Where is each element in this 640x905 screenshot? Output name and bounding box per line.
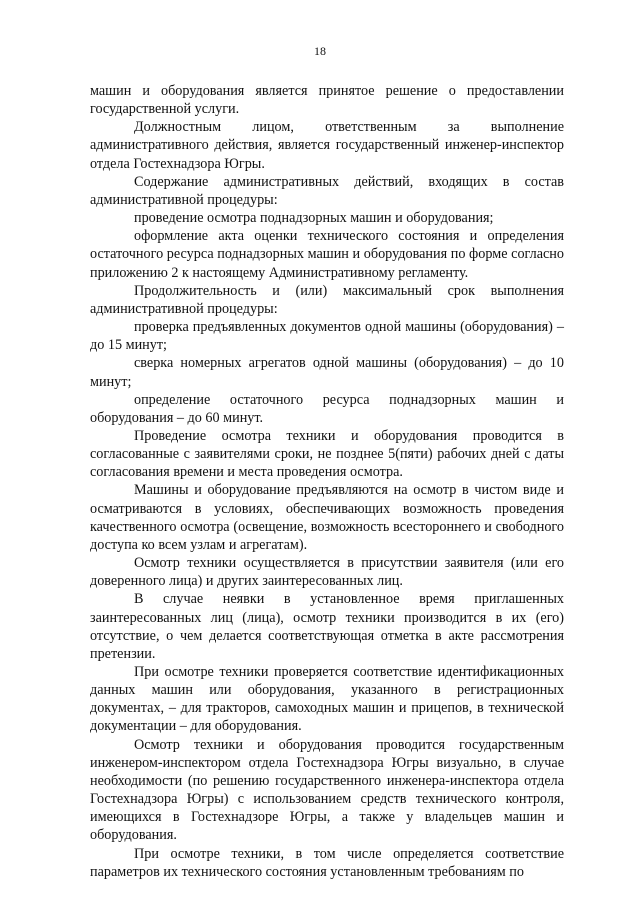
paragraph: Проведение осмотра техники и оборудования проводится в согласованные с заявителями сроки, не позднее 5(пяти) рабочих дней с даты согласования времени и места проведения осмотра. (90, 427, 564, 481)
paragraph: В случае неявки в установленное время приглашенных заинтересованных лиц (лица), осмотр техники производится в их (его) отсутствие, о чем делается соответствующая отметка в акте рассмотрения претензии. (90, 591, 564, 662)
paragraph: Должностным лицом, ответственным за выполнение административного действия, является государственный инженер-инспектор отдела Гостехнадзора Югры. (90, 119, 564, 172)
paragraph: Содержание административных действий, входящих в состав административной процедуры: (90, 173, 564, 208)
paragraph: проверка предъявленных документов одной машины (оборудования) – до 15 минут; (90, 319, 564, 354)
paragraph: определение остаточного ресурса поднадзорных машин и оборудования – до 60 минут. (90, 391, 564, 426)
paragraph: При осмотре техники проверяется соответствие идентификационных данных машин или оборудования, указанного в регистрационных документах, – для тракторов, самоходных машин и прицепов, в технической документации – для оборудования. (90, 664, 564, 735)
paragraph: Продолжительность и (или) максимальный срок выполнения административной процедуры: (90, 282, 564, 317)
paragraph: оформление акта оценки технического состояния и определения остаточного ресурса поднадзорных машин и оборудования по форме согласно приложению 2 к настоящему Административному регламенту. (90, 228, 564, 281)
paragraph: Осмотр техники осуществляется в присутствии заявителя (или его доверенного лица) и других заинтересованных лиц. (90, 555, 564, 590)
paragraph: Машины и оборудование предъявляются на осмотр в чистом виде и осматриваются в условиях, обеспечивающих возможность проведения качественного осмотра (освещение, возможность всестороннего и свободного доступа ко всем узлам и агрегатам). (90, 482, 564, 553)
body-text (90, 82, 564, 881)
paragraph: сверка номерных агрегатов одной машины (оборудования) – до 10 минут; (90, 355, 564, 390)
paragraph: проведение осмотра поднадзорных машин и оборудования; (134, 210, 494, 227)
page-number: 18 (314, 44, 326, 58)
paragraph: При осмотре техники, в том числе определяется соответствие параметров их технического состояния установленным требованиям по (90, 845, 564, 880)
paragraph: Осмотр техники и оборудования проводится государственным инженером-инспектором отдела Гостехнадзора Югры визуально, в случае необходимости (по решению государственного инженера-инспектора отдела Гостехнадзора Югры) с использованием средств технического контроля, имеющихся в Гостехнадзоре Югры, а также у владельцев машин и оборудования. (90, 736, 564, 844)
paragraph: машин и оборудования является принятое решение о предоставлении государственной услуги. (90, 83, 564, 118)
